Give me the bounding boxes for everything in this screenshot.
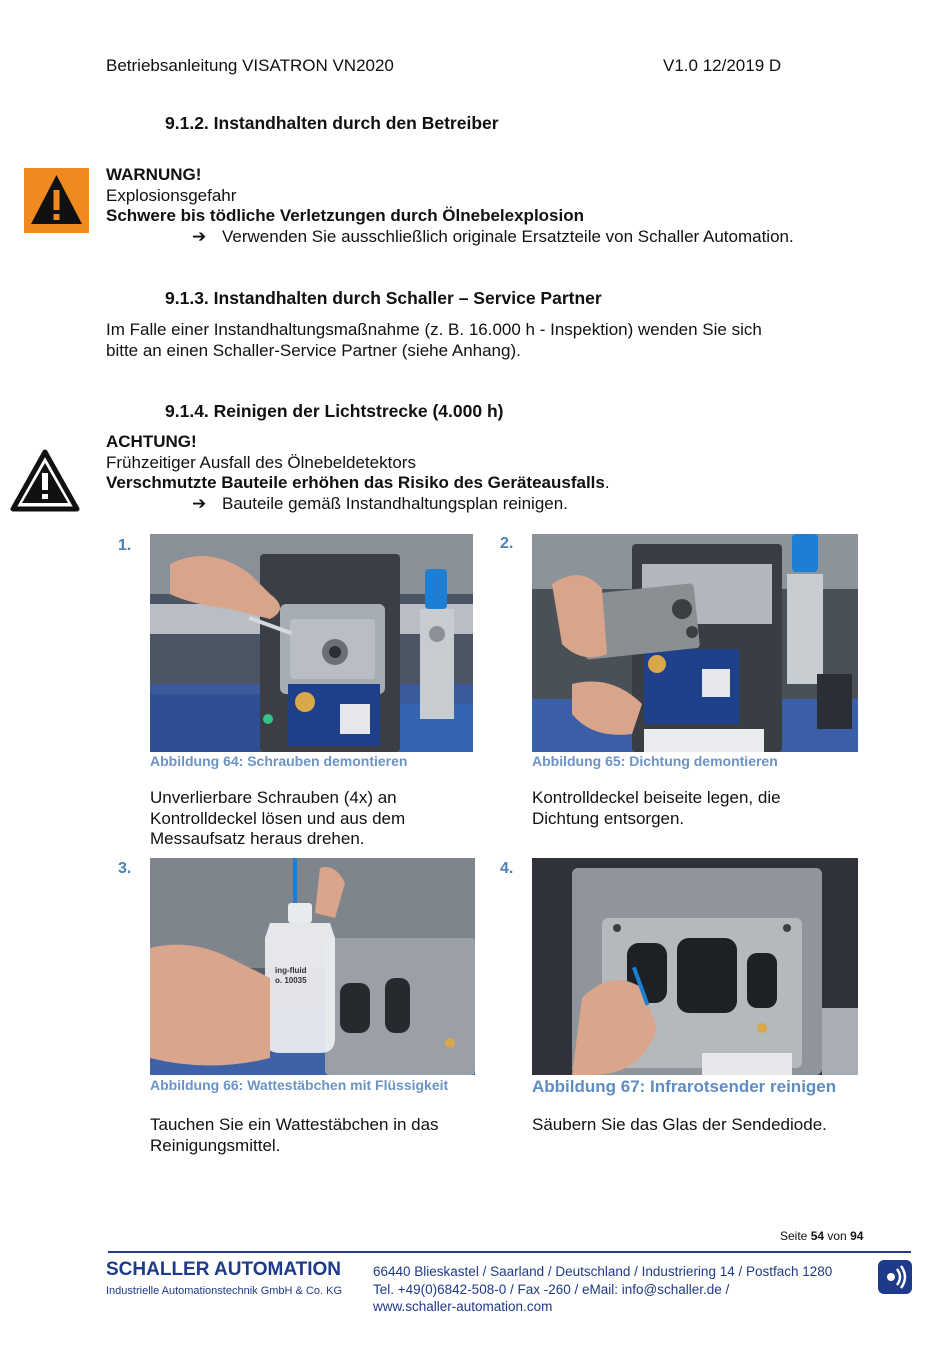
caution-period: . (604, 473, 610, 492)
caution-consequence-text: Verschmutzte Bauteile erhöhen das Risiko des Geräteausfalls (106, 473, 605, 492)
step-4-number: 4. (500, 860, 514, 877)
photo-remove-screws (150, 534, 473, 752)
caution-consequence (106, 472, 610, 493)
document-version: V1.0 12/2019 D (663, 56, 782, 75)
page-number (780, 1229, 863, 1243)
service-text-line1: Im Falle einer Instandhaltungsmaßnahme (z. B. 16.000 h - Inspektion) wenden Sie sich (106, 320, 762, 339)
caution-triangle-icon (10, 449, 80, 512)
step-3-number: 3. (118, 860, 132, 877)
page-total: 94 (850, 1229, 864, 1243)
warning-consequence: Schwere bis tödliche Verletzungen durch Ölnebelexplosion (106, 206, 584, 225)
step-1-line2: Kontrolldeckel lösen und aus dem (150, 809, 406, 828)
step-2-line1: Kontrolldeckel beiseite legen, die (532, 788, 781, 807)
arrow-right-icon: ➔ (192, 227, 207, 246)
caption-66: Abbildung 66: Wattestäbchen mit Flüssigkeit (150, 1077, 449, 1093)
warning-title: WARNUNG! (106, 165, 202, 184)
step-1-number: 1. (118, 537, 132, 554)
footer-divider (108, 1251, 911, 1253)
step-3-line1: Tauchen Sie ein Wattestäbchen in das (150, 1115, 439, 1134)
footer-company: SCHALLER AUTOMATION (106, 1259, 342, 1280)
heading-912: 9.1.2. Instandhalten durch den Betreiber (165, 113, 499, 133)
step-4-line1: Säubern Sie das Glas der Sendediode. (532, 1115, 827, 1134)
footer-company-sub: Industrielle Automationstechnik GmbH & Co. KG (106, 1285, 342, 1297)
caution-type: Frühzeitiger Ausfall des Ölnebeldetektors (106, 453, 416, 472)
bottle-number: o. 10035 (275, 976, 307, 985)
footer-web: www.schaller-automation.com (373, 1299, 553, 1314)
photo-swab-fluid (150, 858, 475, 1075)
footer-address: 66440 Blieskastel / Saarland / Deutschland / Industriering 14 / Postfach 1280 (373, 1264, 833, 1279)
warning-type: Explosionsgefahr (106, 186, 237, 205)
photo-remove-gasket (532, 534, 858, 752)
page-prefix: Seite (780, 1229, 811, 1243)
schaller-logo-icon (878, 1260, 912, 1294)
step-2-number: 2. (500, 535, 514, 552)
warning-action (192, 226, 794, 247)
step-1-line3: Messaufsatz heraus drehen. (150, 829, 365, 848)
arrow-right-icon: ➔ (192, 494, 207, 513)
photo-clean-ir-transmitter (532, 858, 858, 1075)
warning-triangle-icon (24, 168, 89, 233)
heading-913: 9.1.3. Instandhalten durch Schaller – Service Partner (165, 288, 602, 308)
caption-65: Abbildung 65: Dichtung demontieren (532, 753, 778, 769)
heading-914: 9.1.4. Reinigen der Lichtstrecke (4.000 h) (165, 401, 504, 421)
caution-action-text: Bauteile gemäß Instandhaltungsplan reinigen. (222, 494, 568, 513)
page-middle: von (824, 1229, 851, 1243)
footer-contact: Tel. +49(0)6842-508-0 / Fax -260 / eMail: info@schaller.de / (373, 1282, 730, 1297)
caption-67: Abbildung 67: Infrarotsender reinigen (532, 1077, 837, 1096)
caution-title: ACHTUNG! (106, 432, 197, 451)
caution-action (192, 493, 568, 514)
service-text-line2: bitte an einen Schaller-Service Partner (siehe Anhang). (106, 341, 521, 360)
warning-action-text: Verwenden Sie ausschließlich originale Ersatzteile von Schaller Automation. (222, 227, 794, 246)
step-2-line2: Dichtung entsorgen. (532, 809, 685, 828)
bottle-label: ing-fluid (275, 966, 307, 975)
caption-64: Abbildung 64: Schrauben demontieren (150, 753, 408, 769)
page-current: 54 (810, 1229, 825, 1243)
step-1-line1: Unverlierbare Schrauben (4x) an (150, 788, 397, 807)
step-3-line2: Reinigungsmittel. (150, 1136, 281, 1155)
document-title: Betriebsanleitung VISATRON VN2020 (106, 56, 394, 75)
